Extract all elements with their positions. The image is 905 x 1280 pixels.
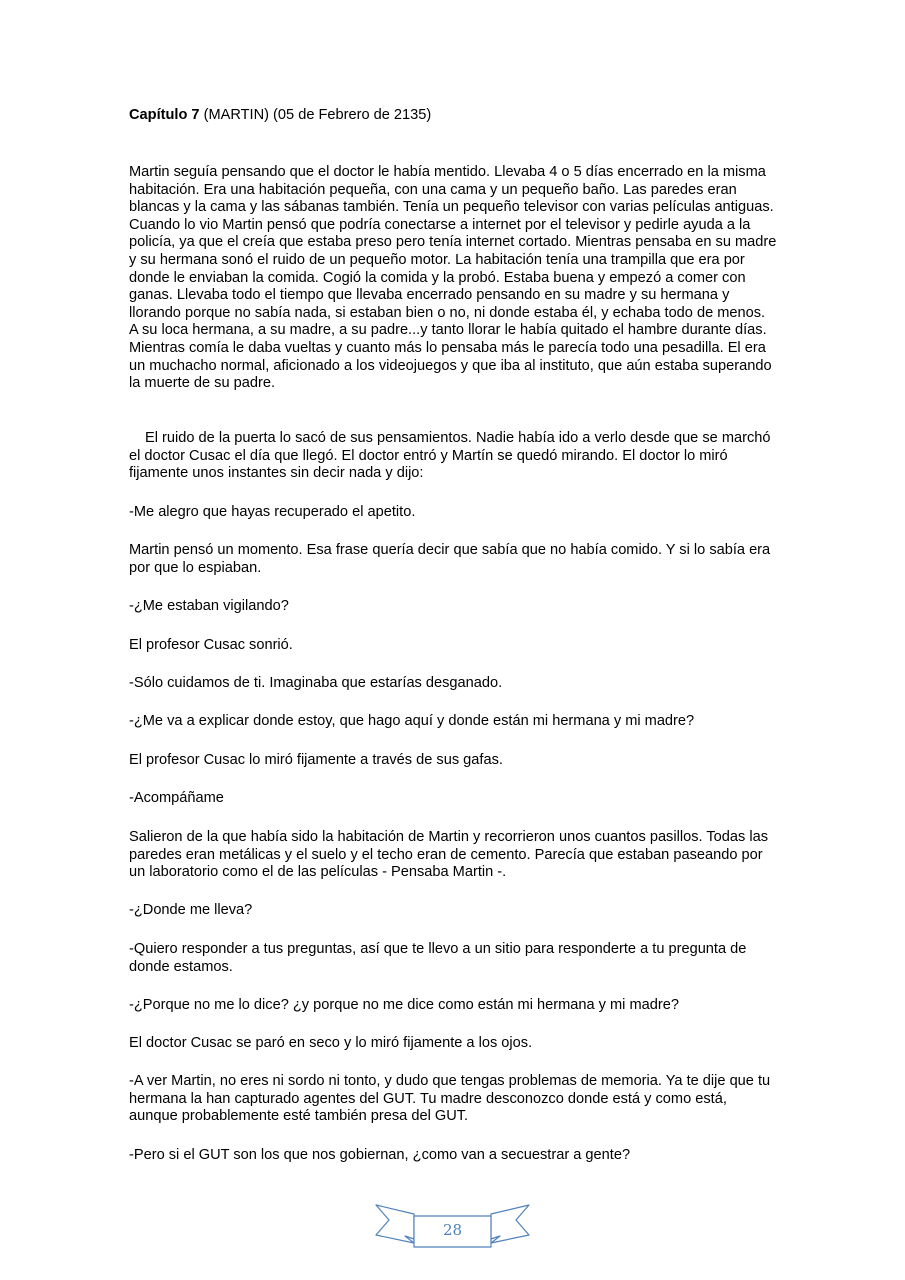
chapter-subtitle: (MARTIN) (05 de Febrero de 2135)	[199, 107, 432, 123]
page-number: 28	[442, 1221, 463, 1239]
dialogue-line: -Quiero responder a tus preguntas, así que te llevo a un sitio para responderte a tu pregunta de donde estamos.	[129, 941, 747, 975]
dialogue-line: -Me alegro que hayas recuperado el apetito.	[129, 504, 416, 520]
dialogue-line: -¿Me estaban vigilando?	[129, 598, 289, 614]
dialogue-line: -¿Porque no me lo dice? ¿y porque no me dice como están mi hermana y mi madre?	[129, 997, 679, 1013]
dialogue-line: El doctor Cusac se paró en seco y lo miró fijamente a los ojos.	[129, 1035, 533, 1051]
chapter-heading	[129, 107, 777, 125]
dialogue-line: Salieron de la que había sido la habitación de Martin y recorrieron unos cuantos pasillos. Todas las paredes eran metálicas y el suelo y el techo eran de cemento. Parecía que estaban paseando por un laboratorio como el de las películas - Pensaba Martin -.	[129, 829, 768, 881]
paragraph: Martin seguía pensando que el doctor le había mentido. Llevaba 4 o 5 días encerrado en la misma habitación. Era una habitación pequeña, con una cama y un pequeño baño. Las paredes eran blancas y la cama y las sábanas también. Tenía un pequeño televisor con varias películas antiguas. Cuando lo vio Martin pensó que podría conectarse a internet por el televisor y pedirle ayuda a la policía, ya que el creía que estaba preso pero tenía internet cortado. Mientras pensaba en su madre y su hermana sonó el ruido de un pequeño motor. La habitación tenía una trampilla que era por donde le enviaban la comida. Cogió la comida y la probó. Estaba buena y empezó a comer con ganas. Llevaba todo el tiempo que llevaba encerrado pensando en su madre y su hermana y llorando porque no sabía nada, si estaban bien o no, ni donde estaba él, y echaba todo de menos. A su loca hermana, a su madre, a su padre...y tanto llorar le había quitado el hambre durante días. Mientras comía le daba vueltas y cuanto más lo pensaba más le parecía todo una pesadilla. El era un muchacho normal, aficionado a los videojuegos y que iba al instituto, que aún estaba superando la muerte de su padre.	[129, 164, 777, 392]
dialogue-line: El profesor Cusac lo miró fijamente a través de sus gafas.	[129, 752, 503, 768]
dialogue-line: -¿Me va a explicar donde estoy, que hago aquí y donde están mi hermana y mi madre?	[129, 713, 695, 729]
paragraph-indented	[129, 430, 777, 483]
dialogue-line: El profesor Cusac sonrió.	[129, 637, 293, 653]
paragraph-text: El ruido de la puerta lo sacó de sus pensamientos. Nadie había ido a verlo desde que se marchó el doctor Cusac el día que llegó. El doctor entró y Martín se quedó mirando. El doctor lo miró fijamente unos instantes sin decir nada y dijo:	[129, 430, 771, 482]
dialogue-line: Martin pensó un momento. Esa frase quería decir que sabía que no había comido. Y si lo sabía era por que lo espiaban.	[129, 542, 771, 576]
chapter-title: Capítulo 7	[129, 107, 200, 123]
dialogue-line: -Sólo cuidamos de ti. Imaginaba que estarías desganado.	[129, 675, 503, 691]
dialogue-line: -Acompáñame	[129, 790, 224, 806]
dialogue-line: -A ver Martin, no eres ni sordo ni tonto, y dudo que tengas problemas de memoria. Ya te dije que tu hermana la han capturado agentes del GUT. Tu madre desconozco donde está y como está, aunque probablemente esté también presa del GUT.	[129, 1073, 771, 1125]
dialogue-line: -¿Donde me lleva?	[129, 902, 253, 918]
dialogue-line: -Pero si el GUT son los que nos gobiernan, ¿como van a secuestrar a gente?	[129, 1147, 631, 1163]
